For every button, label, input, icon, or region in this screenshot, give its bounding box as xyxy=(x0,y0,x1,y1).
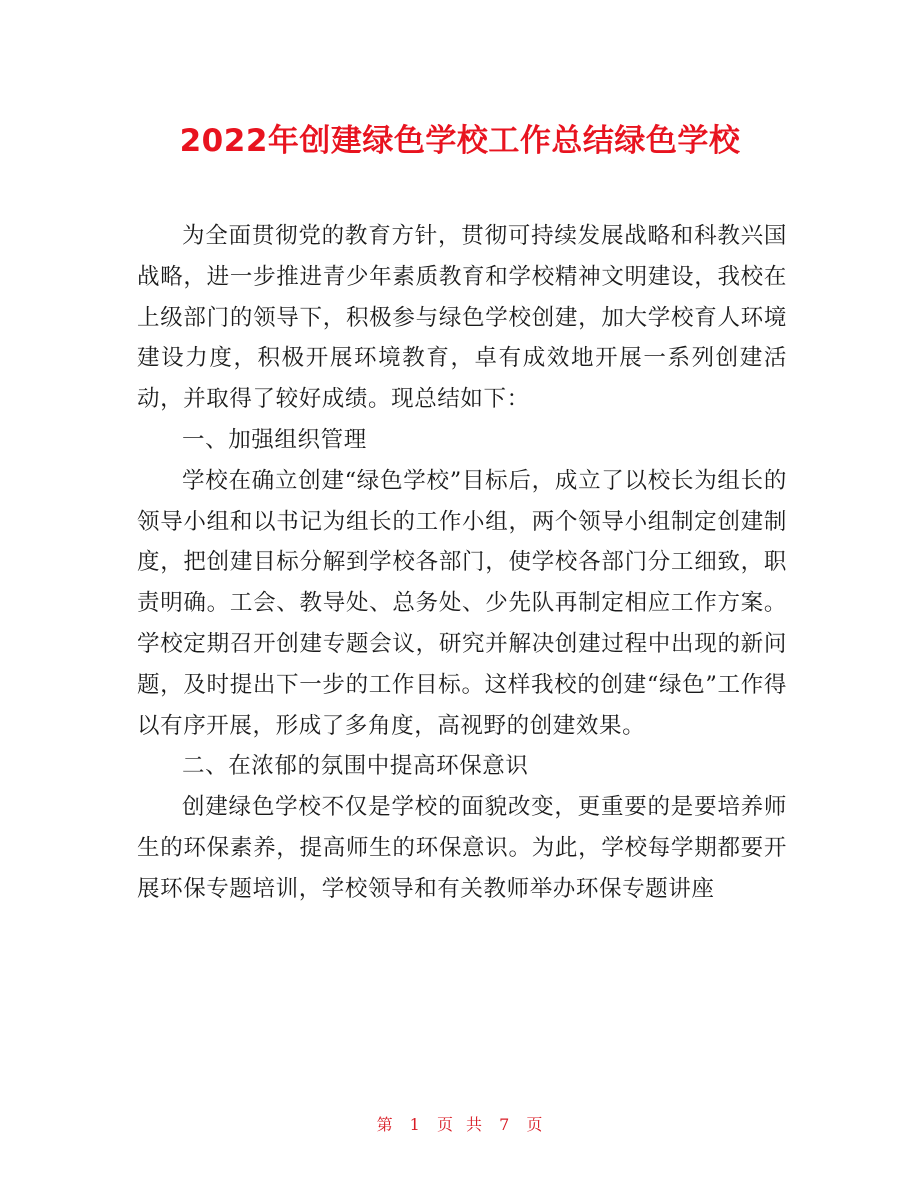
footer-suffix: 页 xyxy=(526,1115,544,1134)
section-heading-1: 一、加强组织管理 xyxy=(182,426,367,453)
document-title: 2022年创建绿色学校工作总结绿色学校 xyxy=(179,123,741,159)
document-body xyxy=(137,216,787,910)
section-heading-2: 二、在浓郁的氛围中提高环保意识 xyxy=(182,753,529,780)
current-page-number: 1 xyxy=(409,1115,421,1134)
intro-paragraph: 为全面贯彻党的教育方针，贯彻可持续发展战略和科教兴国战略，进一步推进青少年素质教育和学校精神文明建设，我校在上级部门的领导下，积极参与绿色学校创建，加大学校育人环境建设力度，积极开展环境教育，卓有成效地开展一系列创建活动，并取得了较好成绩。现总结如下： xyxy=(137,223,787,413)
footer-middle: 页 共 xyxy=(436,1115,484,1134)
footer-prefix: 第 xyxy=(376,1115,394,1134)
section-1-paragraph: 学校在确立创建“绿色学校”目标后，成立了以校长为组长的领导小组和以书记为组长的工作小组，两个领导小组制定创建制度，把创建目标分解到学校各部门，使学校各部门分工细致，职责明确。工会、教导处、总务处、少先队再制定相应工作方案。学校定期召开创建专题会议，研究并解决创建过程中出现的新问题，及时提出下一步的工作目标。这样我校的创建“绿色”工作得以有序开展，形成了多角度，高视野的创建效果。 xyxy=(137,467,787,739)
section-2-paragraph: 创建绿色学校不仅是学校的面貌改变，更重要的是要培养师生的环保素养，提高师生的环保意识。为此，学校每学期都要开展环保专题培训，学校领导和有关教师举办环保专题讲座 xyxy=(137,794,787,902)
total-pages-number: 7 xyxy=(499,1115,511,1134)
page-footer xyxy=(0,1112,920,1135)
